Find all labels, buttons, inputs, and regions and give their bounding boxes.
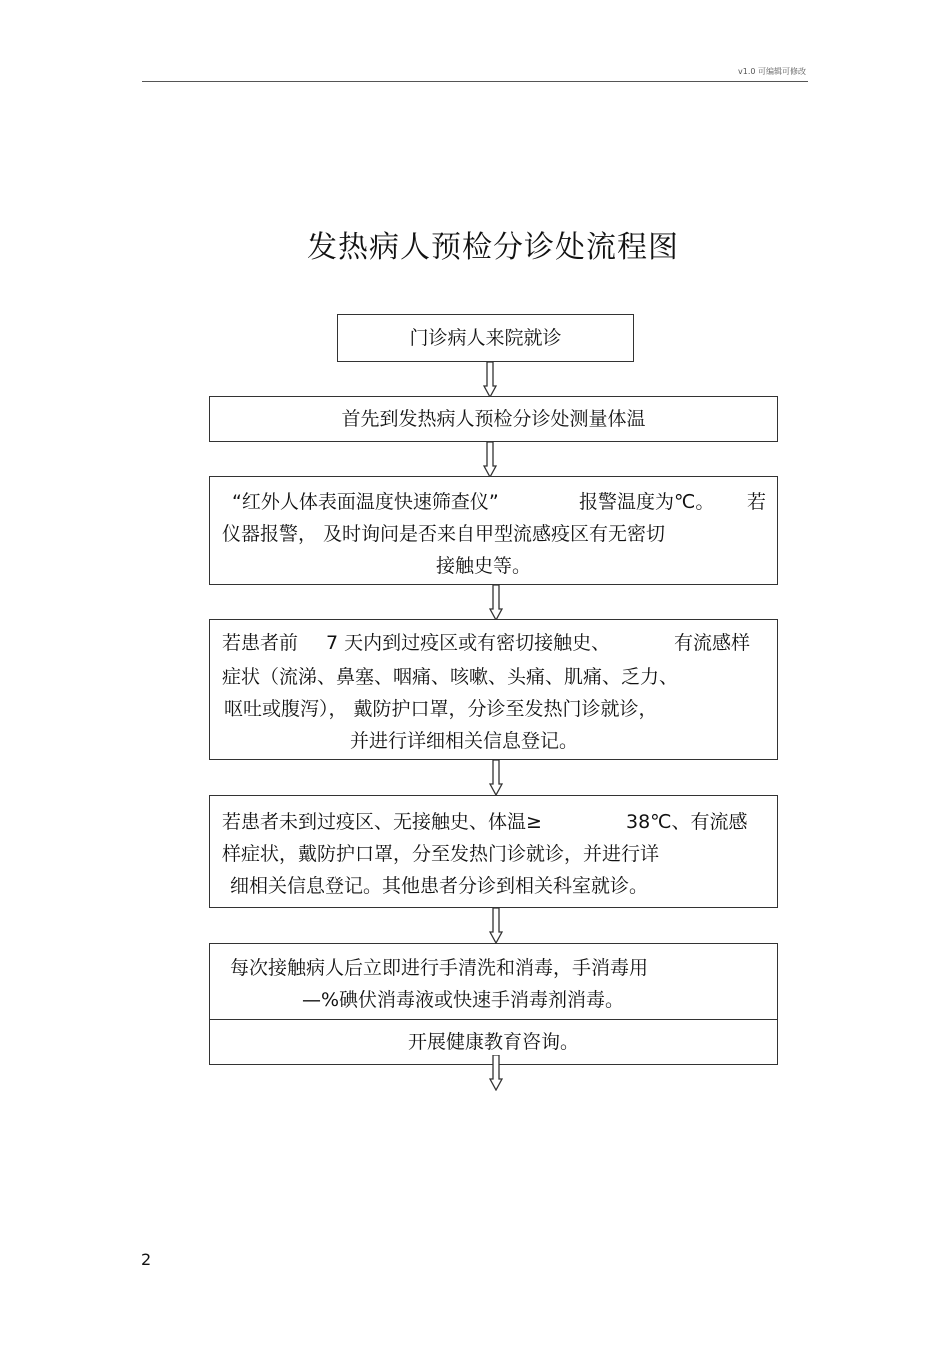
step-box-1: [337, 314, 634, 362]
header-version-text: v1.0 可编辑可修改: [738, 67, 806, 76]
step-box-3: [209, 476, 778, 585]
step-3-line-1a: “红外人体表面温度快速筛查仪”: [232, 491, 499, 513]
step-3-line-2: 仪器报警， 及时询问是否来自甲型流感疫区有无密切: [222, 523, 666, 545]
arrow-down-icon: [489, 908, 503, 944]
step-4-line-1c: 有流感样: [674, 632, 751, 654]
step-box-5: [209, 795, 778, 908]
arrow-down-icon: [489, 1055, 503, 1091]
step-box-2: [209, 396, 778, 442]
step-4-line-4: 并进行详细相关信息登记。: [350, 730, 579, 752]
step-box-6: [209, 943, 778, 1021]
step-3-line-1b: 报警温度为℃。: [579, 491, 715, 513]
page-title: 发热病人预检分诊处流程图: [307, 230, 679, 265]
arrow-down-icon: [483, 442, 497, 478]
header-rule: [142, 81, 808, 82]
step-2-text: 首先到发热病人预检分诊处测量体温: [341, 408, 646, 430]
step-5-line-2: 样症状，戴防护口罩，分至发热门诊就诊，并进行详: [222, 843, 660, 865]
step-6-line-2: —%碘伏消毒液或快速手消毒剂消毒。: [302, 989, 625, 1011]
step-5-line-1b: 38℃、有流感: [626, 811, 748, 833]
step-4-line-2: 症状（流涕、鼻塞、咽痛、咳嗽、头痛、肌痛、乏力、: [222, 666, 679, 688]
step-3-line-3: 接触史等。: [436, 555, 532, 577]
arrow-down-icon: [489, 760, 503, 796]
step-4-line-1b: 7 天内到过疫区或有密切接触史、: [326, 632, 611, 654]
step-1-text: 门诊病人来院就诊: [409, 327, 562, 349]
step-box-4: [209, 619, 778, 760]
step-4-line-1a: 若患者前: [222, 632, 299, 654]
page-number: 2: [141, 1250, 152, 1269]
step-6-line-1: 每次接触病人后立即进行手清洗和消毒，手消毒用: [230, 957, 649, 979]
step-7-text: 开展健康教育咨询。: [407, 1031, 579, 1053]
arrow-down-icon: [489, 585, 503, 621]
step-5-line-3: 细相关信息登记。其他患者分诊到相关科室就诊。: [230, 875, 649, 897]
step-3-line-1c: 若: [747, 491, 767, 513]
step-4-line-3: 呕吐或腹泻）， 戴防护口罩，分诊至发热门诊就诊，: [224, 698, 658, 720]
arrow-down-icon: [483, 362, 497, 398]
step-5-line-1a: 若患者未到过疫区、无接触史、体温≥: [222, 811, 542, 833]
